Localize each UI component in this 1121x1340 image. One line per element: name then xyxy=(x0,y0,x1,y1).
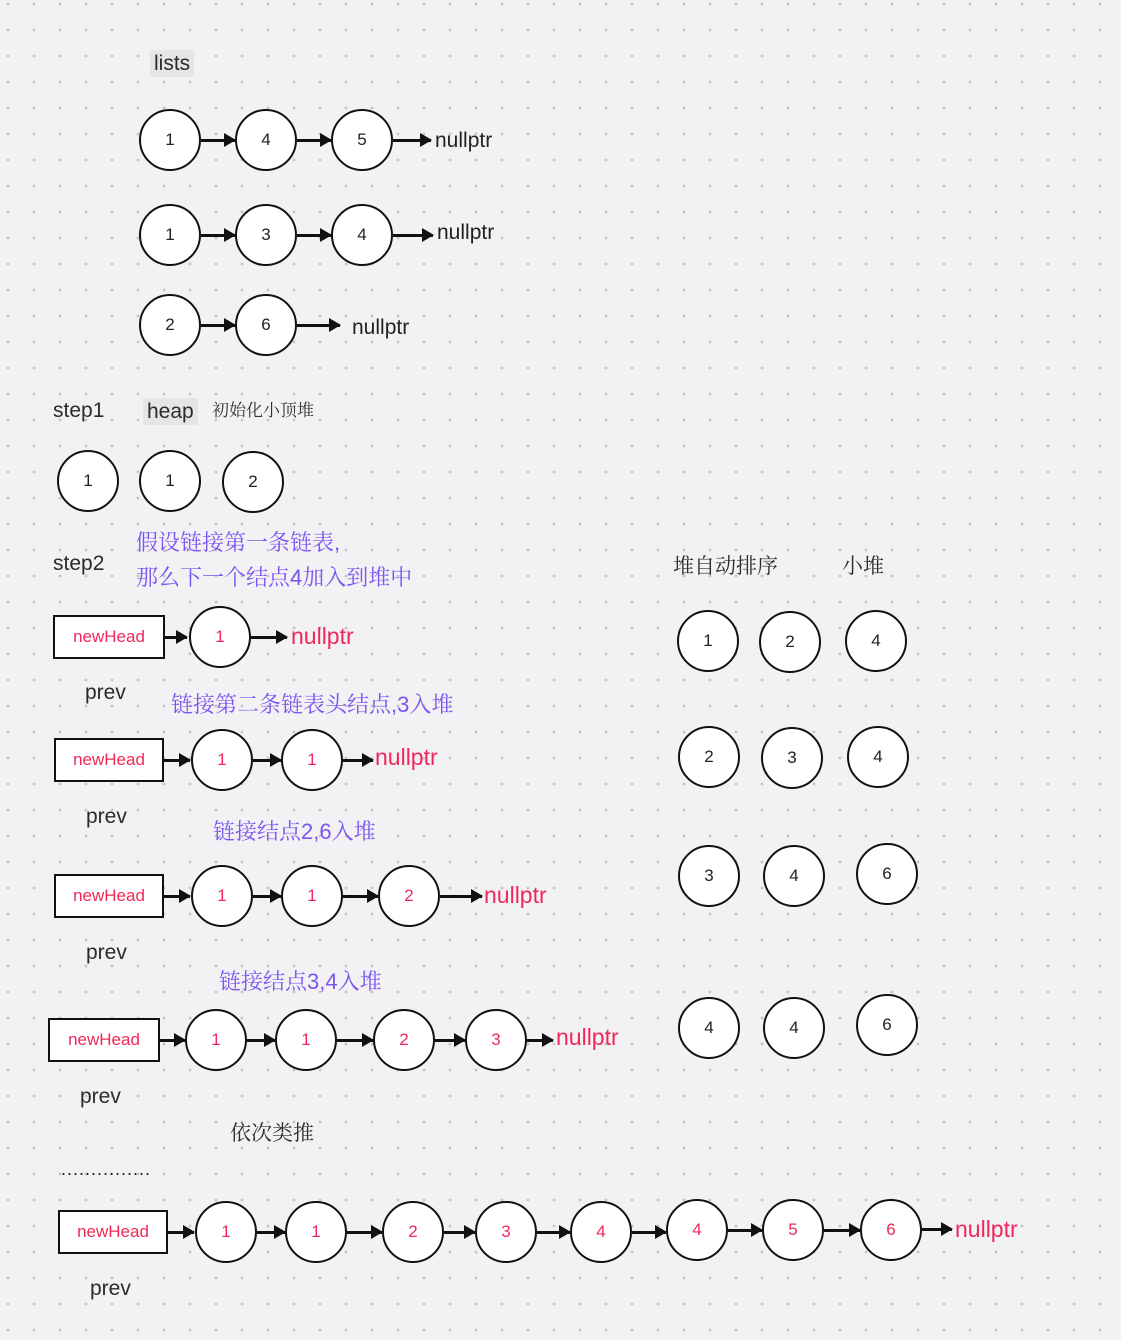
list2-node-2: 3 xyxy=(235,204,297,266)
nullptr-label: nullptr xyxy=(955,1216,1018,1242)
final-node-1: 1 xyxy=(195,1201,257,1263)
chain4-node-1: 1 xyxy=(185,1009,247,1071)
list1-node-3: 5 xyxy=(331,109,393,171)
and-so-on-label: 依次类推 xyxy=(230,1122,314,1145)
note-1-line-2: 那么下一个结点4加入到堆中 xyxy=(136,565,413,590)
heap-sort-label: 堆自动排序 xyxy=(673,555,778,578)
heap-node-2: 1 xyxy=(139,450,201,512)
heap-state-1-node-3: 4 xyxy=(845,610,907,672)
final-node-5: 4 xyxy=(570,1201,632,1263)
heap-label: heap xyxy=(143,398,198,425)
arrow xyxy=(632,1231,666,1234)
arrow xyxy=(201,139,235,142)
small-heap-label: 小堆 xyxy=(842,555,884,578)
final-node-7: 5 xyxy=(762,1199,824,1261)
final-node-6: 4 xyxy=(666,1199,728,1261)
arrow xyxy=(347,1231,382,1234)
chain2-node-2: 1 xyxy=(281,729,343,791)
list1-node-2: 4 xyxy=(235,109,297,171)
heap-node-1: 1 xyxy=(57,450,119,512)
final-node-4: 3 xyxy=(475,1201,537,1263)
arrow xyxy=(201,324,235,327)
arrow xyxy=(253,759,281,762)
newhead-box: newHead xyxy=(53,615,165,659)
arrow xyxy=(164,895,190,898)
arrow xyxy=(393,139,431,142)
nullptr-label: nullptr xyxy=(484,882,547,908)
heap-state-2-node-1: 2 xyxy=(678,726,740,788)
lists-label: lists xyxy=(150,50,194,77)
nullptr-label: nullptr xyxy=(375,744,438,770)
heap-state-4-node-2: 4 xyxy=(763,997,825,1059)
list3-node-1: 2 xyxy=(139,294,201,356)
chain4-node-3: 2 xyxy=(373,1009,435,1071)
arrow xyxy=(440,895,482,898)
arrow xyxy=(165,636,187,639)
chain3-node-3: 2 xyxy=(378,865,440,927)
prev-label: prev xyxy=(86,941,127,964)
arrow xyxy=(922,1228,952,1231)
chain3-node-2: 1 xyxy=(281,865,343,927)
arrow xyxy=(728,1229,762,1232)
step2-label: step2 xyxy=(53,552,105,575)
arrow xyxy=(444,1231,475,1234)
note-4: 链接结点3,4入堆 xyxy=(219,969,382,994)
note-1-line-1: 假设链接第一条链表, xyxy=(136,530,341,555)
newhead-box: newHead xyxy=(58,1210,168,1254)
heap-state-2-node-2: 3 xyxy=(761,727,823,789)
newhead-box: newHead xyxy=(54,738,164,782)
heap-state-4-node-1: 4 xyxy=(678,997,740,1059)
arrow xyxy=(160,1039,185,1042)
step1-label: step1 xyxy=(53,399,105,422)
note-3: 链接结点2,6入堆 xyxy=(213,819,376,844)
prev-label: prev xyxy=(80,1085,121,1108)
heap-state-2-node-3: 4 xyxy=(847,726,909,788)
nullptr-label: nullptr xyxy=(435,129,493,152)
list3-node-2: 6 xyxy=(235,294,297,356)
arrow xyxy=(824,1229,860,1232)
final-node-2: 1 xyxy=(285,1201,347,1263)
chain1-node-1: 1 xyxy=(189,606,251,668)
nullptr-label: nullptr xyxy=(352,316,410,339)
arrow xyxy=(337,1039,373,1042)
prev-label: prev xyxy=(86,805,127,828)
arrow xyxy=(257,1231,285,1234)
arrow xyxy=(343,895,378,898)
heap-state-3-node-3: 6 xyxy=(856,843,918,905)
arrow xyxy=(168,1231,194,1234)
prev-label: prev xyxy=(90,1277,131,1300)
arrow xyxy=(164,759,190,762)
arrow xyxy=(343,759,373,762)
heap-state-3-node-1: 3 xyxy=(678,845,740,907)
heap-node-3: 2 xyxy=(222,451,284,513)
arrow xyxy=(537,1231,570,1234)
newhead-box: newHead xyxy=(54,874,164,918)
chain4-node-2: 1 xyxy=(275,1009,337,1071)
prev-label: prev xyxy=(85,681,126,704)
arrow xyxy=(247,1039,275,1042)
arrow xyxy=(297,139,331,142)
nullptr-label: nullptr xyxy=(291,623,354,649)
chain2-node-1: 1 xyxy=(191,729,253,791)
final-node-8: 6 xyxy=(860,1199,922,1261)
arrow xyxy=(297,324,340,327)
newhead-box: newHead xyxy=(48,1018,160,1062)
init-heap-label: 初始化小顶堆 xyxy=(212,401,314,420)
note-2: 链接第二条链表头结点,3入堆 xyxy=(171,692,454,717)
final-node-3: 2 xyxy=(382,1201,444,1263)
nullptr-label: nullptr xyxy=(437,221,495,244)
arrow xyxy=(435,1039,465,1042)
heap-state-1-node-1: 1 xyxy=(677,610,739,672)
arrow xyxy=(297,234,331,237)
heap-state-1-node-2: 2 xyxy=(759,611,821,673)
heap-state-4-node-3: 6 xyxy=(856,994,918,1056)
arrow xyxy=(527,1039,553,1042)
list1-node-1: 1 xyxy=(139,109,201,171)
arrow xyxy=(201,234,235,237)
arrow xyxy=(251,636,287,639)
chain3-node-1: 1 xyxy=(191,865,253,927)
heap-state-3-node-2: 4 xyxy=(763,845,825,907)
nullptr-label: nullptr xyxy=(556,1024,619,1050)
arrow xyxy=(393,234,433,237)
arrow xyxy=(253,895,281,898)
list2-node-3: 4 xyxy=(331,204,393,266)
chain4-node-4: 3 xyxy=(465,1009,527,1071)
list2-node-1: 1 xyxy=(139,204,201,266)
ellipsis: ............... xyxy=(61,1159,152,1179)
